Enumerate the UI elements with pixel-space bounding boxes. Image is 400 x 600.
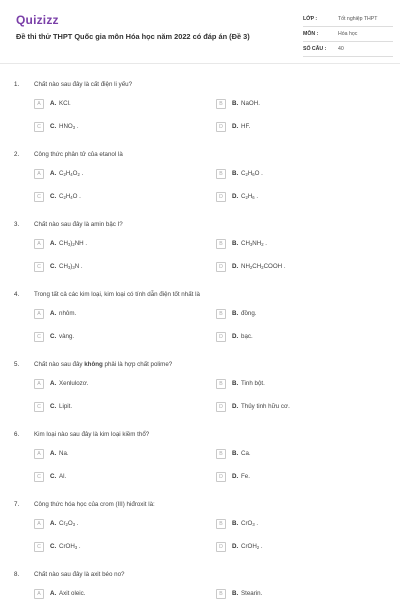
answer-option-a[interactable] bbox=[34, 169, 174, 181]
answer-checkbox[interactable]: C bbox=[34, 192, 44, 202]
answer-text: $CH_3)_3N$ . bbox=[59, 263, 83, 270]
answer-text: Ca. bbox=[241, 450, 251, 457]
quizizz-logo: Quizizz bbox=[16, 13, 59, 27]
answer-checkbox[interactable]: B bbox=[216, 169, 226, 179]
answer-checkbox[interactable]: A bbox=[34, 519, 44, 529]
worksheet-header bbox=[0, 0, 400, 64]
answer-option-a[interactable] bbox=[34, 309, 174, 321]
question-text: Chất nào sau đây là cất điện li yếu? bbox=[34, 81, 133, 88]
answer-option-d[interactable] bbox=[216, 332, 356, 344]
answer-option-d[interactable] bbox=[216, 402, 356, 414]
answer-option-a[interactable] bbox=[34, 449, 174, 461]
answer-option-a[interactable] bbox=[34, 379, 174, 391]
answer-option-d[interactable] bbox=[216, 542, 356, 554]
question-item bbox=[0, 274, 400, 344]
question-number: 8. bbox=[14, 571, 20, 578]
answer-letter: A. bbox=[50, 100, 57, 107]
answer-letter: C. bbox=[50, 543, 57, 550]
answer-letter: A. bbox=[50, 590, 57, 597]
answer-checkbox[interactable]: D bbox=[216, 472, 226, 482]
answer-text: $CH_3NH_2$ . bbox=[241, 240, 268, 247]
answer-checkbox[interactable]: D bbox=[216, 542, 226, 552]
question-number: 7. bbox=[14, 501, 20, 508]
answer-text: bạc. bbox=[241, 333, 253, 340]
answer-option-b[interactable] bbox=[216, 309, 356, 321]
answer-checkbox[interactable]: C bbox=[34, 332, 44, 342]
answer-letter: A. bbox=[50, 310, 57, 317]
answer-text: đồng. bbox=[241, 310, 257, 317]
answer-letter: B. bbox=[232, 450, 239, 457]
answer-text: Al. bbox=[59, 473, 67, 480]
meta-value: Hóa học bbox=[338, 31, 358, 37]
answer-text: nhôm. bbox=[59, 310, 77, 317]
answer-text: $NH_2CH_2COOH$ . bbox=[241, 263, 286, 270]
meta-row-subject bbox=[303, 28, 393, 43]
meta-underline bbox=[303, 56, 393, 57]
answer-letter: B. bbox=[232, 100, 239, 107]
answer-letter: A. bbox=[50, 170, 57, 177]
answer-letter: D. bbox=[232, 263, 239, 270]
answer-checkbox[interactable]: A bbox=[34, 589, 44, 599]
answer-checkbox[interactable]: D bbox=[216, 332, 226, 342]
meta-value: 40 bbox=[338, 46, 344, 52]
answer-option-b[interactable] bbox=[216, 519, 356, 531]
answer-letter: C. bbox=[50, 473, 57, 480]
answer-text: $C_2H_6O$ . bbox=[241, 170, 263, 177]
answer-option-c[interactable] bbox=[34, 472, 174, 484]
question-item bbox=[0, 64, 400, 134]
answer-text: HF. bbox=[241, 123, 251, 130]
answer-letter: D. bbox=[232, 473, 239, 480]
answer-checkbox[interactable]: A bbox=[34, 449, 44, 459]
question-number: 6. bbox=[14, 431, 20, 438]
answer-letter: A. bbox=[50, 520, 57, 527]
answer-text: $HNO_3$ . bbox=[59, 123, 79, 130]
question-item bbox=[0, 134, 400, 204]
answer-text: CrOH$_3$ . bbox=[59, 543, 81, 550]
answer-option-c[interactable] bbox=[34, 332, 174, 344]
answer-checkbox[interactable]: B bbox=[216, 239, 226, 249]
answer-letter: D. bbox=[232, 193, 239, 200]
answer-text: $C_2H_4O_2$ . bbox=[59, 170, 84, 177]
answer-letter: B. bbox=[232, 520, 239, 527]
answer-text: KCl. bbox=[59, 100, 71, 107]
answer-checkbox[interactable]: D bbox=[216, 262, 226, 272]
question-text: Chất nào sau đây là axit béo no? bbox=[34, 571, 125, 578]
meta-label: MÔN : bbox=[303, 31, 319, 37]
question-text: Kim loại nào sau đây là kim loại kiềm thổ? bbox=[34, 431, 150, 438]
question-number: 3. bbox=[14, 221, 20, 228]
answer-text: Stearin. bbox=[241, 590, 263, 597]
answer-option-c[interactable] bbox=[34, 542, 174, 554]
answer-checkbox[interactable]: C bbox=[34, 402, 44, 412]
answer-option-a[interactable] bbox=[34, 589, 174, 600]
answer-option-a[interactable] bbox=[34, 519, 174, 531]
answer-checkbox[interactable]: A bbox=[34, 99, 44, 109]
question-text: Chất nào sau đây là amin bậc I? bbox=[34, 221, 123, 228]
answer-option-c[interactable] bbox=[34, 122, 174, 134]
answer-checkbox[interactable]: A bbox=[34, 379, 44, 389]
question-number: 2. bbox=[14, 151, 20, 158]
answer-option-d[interactable] bbox=[216, 262, 356, 274]
answer-checkbox[interactable]: B bbox=[216, 519, 226, 529]
answer-text: Na. bbox=[59, 450, 69, 457]
answer-checkbox[interactable]: A bbox=[34, 169, 44, 179]
answer-letter: D. bbox=[232, 123, 239, 130]
answer-checkbox[interactable]: B bbox=[216, 309, 226, 319]
question-list bbox=[0, 64, 400, 600]
answer-checkbox[interactable]: C bbox=[34, 472, 44, 482]
answer-option-b[interactable] bbox=[216, 589, 356, 600]
question-text: Chất nào sau đây không phải là hợp chất polime? bbox=[34, 361, 173, 368]
question-number: 4. bbox=[14, 291, 20, 298]
answer-option-c[interactable] bbox=[34, 402, 174, 414]
answer-letter: D. bbox=[232, 403, 239, 410]
question-number: 5. bbox=[14, 361, 20, 368]
answer-option-a[interactable] bbox=[34, 99, 174, 111]
question-item bbox=[0, 414, 400, 484]
answer-text: Fe. bbox=[241, 473, 250, 480]
answer-checkbox[interactable]: C bbox=[34, 262, 44, 272]
answer-text: $C_2H_4O$ . bbox=[59, 193, 81, 200]
question-item bbox=[0, 344, 400, 414]
answer-letter: A. bbox=[50, 240, 57, 247]
answer-checkbox[interactable]: C bbox=[34, 542, 44, 552]
answer-checkbox[interactable]: A bbox=[34, 239, 44, 249]
answer-option-b[interactable] bbox=[216, 379, 356, 391]
worksheet-meta bbox=[303, 13, 393, 58]
answer-letter: B. bbox=[232, 170, 239, 177]
answer-checkbox[interactable]: D bbox=[216, 122, 226, 132]
question-text: Trong tất cả các kim loại, kim loại có tính dẫn điện tốt nhất là bbox=[34, 291, 200, 298]
answer-text: vàng. bbox=[59, 333, 75, 340]
answer-text: Thủy tinh hữu cơ. bbox=[241, 403, 290, 410]
answer-option-b[interactable] bbox=[216, 449, 356, 461]
question-text: Công thức phân tử của etanol là bbox=[34, 151, 123, 158]
answer-text: $C_2H_6$ . bbox=[241, 193, 259, 200]
answer-text: Lipit. bbox=[59, 403, 73, 410]
answer-checkbox[interactable]: B bbox=[216, 589, 226, 599]
answer-text: Axit oleic. bbox=[59, 590, 86, 597]
answer-option-d[interactable] bbox=[216, 472, 356, 484]
answer-checkbox[interactable]: C bbox=[34, 122, 44, 132]
answer-option-b[interactable] bbox=[216, 169, 356, 181]
answer-checkbox[interactable]: B bbox=[216, 449, 226, 459]
answer-checkbox[interactable]: D bbox=[216, 402, 226, 412]
answer-letter: B. bbox=[232, 240, 239, 247]
meta-underline bbox=[303, 26, 393, 27]
question-item bbox=[0, 204, 400, 274]
answer-option-c[interactable] bbox=[34, 262, 174, 274]
answer-letter: D. bbox=[232, 333, 239, 340]
answer-text: Xenlulozơ. bbox=[59, 380, 89, 387]
answer-letter: B. bbox=[232, 380, 239, 387]
question-item bbox=[0, 484, 400, 554]
answer-checkbox[interactable]: D bbox=[216, 192, 226, 202]
answer-option-b[interactable] bbox=[216, 239, 356, 251]
answer-text: $CH_3)_2NH$ . bbox=[59, 240, 88, 247]
answer-letter: C. bbox=[50, 263, 57, 270]
meta-row-class bbox=[303, 13, 393, 28]
worksheet-title: Đề thi thử THPT Quốc gia môn Hóa học năm 2022 có đáp án (Đề 3) bbox=[16, 32, 250, 41]
answer-letter: C. bbox=[50, 333, 57, 340]
meta-label: LỚP : bbox=[303, 16, 318, 22]
question-text: Công thức hóa học của crom (III) hiđroxit là: bbox=[34, 501, 155, 508]
question-item bbox=[0, 554, 400, 600]
answer-letter: C. bbox=[50, 403, 57, 410]
answer-letter: B. bbox=[232, 590, 239, 597]
meta-label: SỐ CÂU : bbox=[303, 46, 327, 52]
meta-underline bbox=[303, 41, 393, 42]
answer-text: NaOH. bbox=[241, 100, 260, 107]
meta-value: Tốt nghiệp THPT bbox=[338, 16, 378, 22]
answer-text: $Cr_2O_3$ . bbox=[59, 520, 79, 527]
answer-checkbox[interactable]: B bbox=[216, 379, 226, 389]
answer-letter: A. bbox=[50, 450, 57, 457]
answer-checkbox[interactable]: B bbox=[216, 99, 226, 109]
answer-option-c[interactable] bbox=[34, 192, 174, 204]
answer-letter: D. bbox=[232, 543, 239, 550]
answer-text: CrOH$_2$ . bbox=[241, 543, 263, 550]
answer-letter: C. bbox=[50, 123, 57, 130]
answer-checkbox[interactable]: A bbox=[34, 309, 44, 319]
answer-option-a[interactable] bbox=[34, 239, 174, 251]
answer-option-d[interactable] bbox=[216, 192, 356, 204]
answer-letter: C. bbox=[50, 193, 57, 200]
answer-letter: A. bbox=[50, 380, 57, 387]
answer-letter: B. bbox=[232, 310, 239, 317]
question-number: 1. bbox=[14, 81, 20, 88]
meta-row-question-count bbox=[303, 43, 393, 58]
answer-option-d[interactable] bbox=[216, 122, 356, 134]
answer-text: CrO$_3$ . bbox=[241, 520, 259, 527]
answer-text: Tinh bột. bbox=[241, 380, 265, 387]
answer-option-b[interactable] bbox=[216, 99, 356, 111]
